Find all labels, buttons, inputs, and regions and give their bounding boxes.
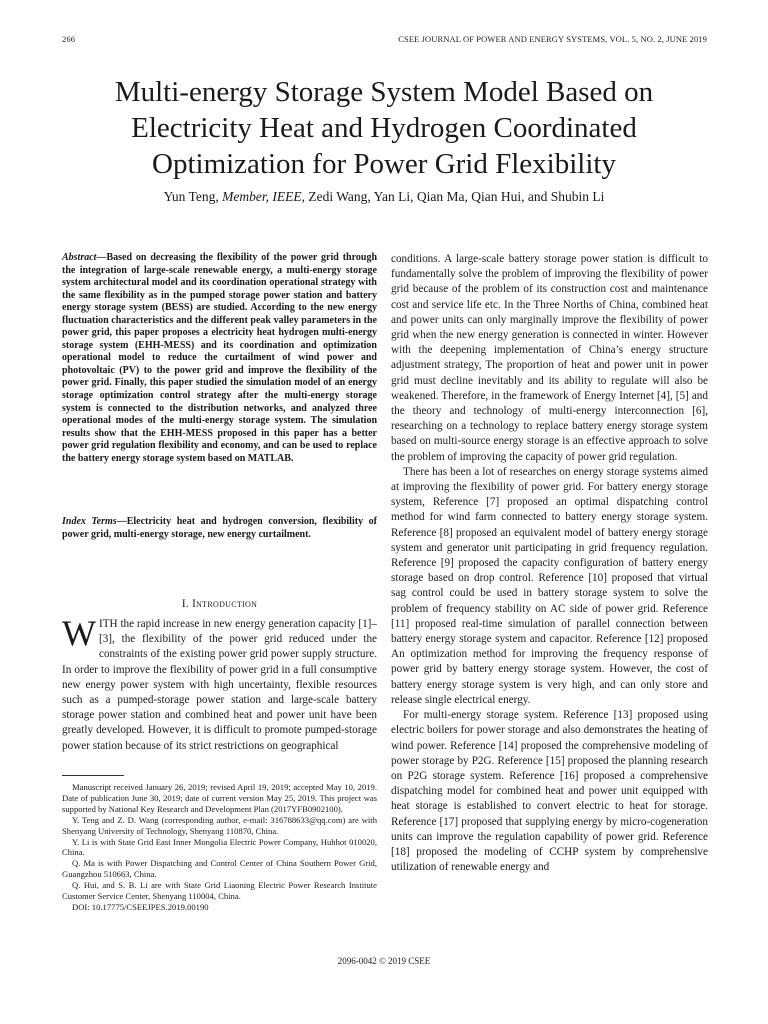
footnote: Y. Li is with State Grid East Inner Mongolia Electric Power Company, Huhhot 010020, China.	[62, 836, 377, 858]
footnote: Q. Hui, and S. B. Li are with State Grid Liaoning Electric Power Research Institute Customer Service Center, Shenyang 110004, China.	[62, 880, 377, 902]
body-paragraph: conditions. A large-scale battery storage power station is difficult to fundamentally solve the problem of improving the flexibility of power grid because of the problem of its construction cost and maintenance cost and service life etc. In the Three Norths of China, combined heat and power units can only marginally improve the flexibility of power grid when the new energy generation is connected in winter. However with the deepening implementation of China’s energy structure adjustment strategy, The proportion of heat and power unit in power grid must decline inevitably and its ability to regulate will also be weakened. Therefore, in the framework of Energy Internet [4], [5] and the theory and technology of multi-energy interconnection [6], researching on a technology to replace battery energy storage system based on multi-source energy storage is an effective approach to solve the problem of improving the capacity of power grid regulation.	[391, 253, 708, 463]
intro-paragraph	[62, 613, 377, 754]
abstract-text: —Based on decreasing the flexibility of the power grid through the integration of large-scale renewable energy, a multi-energy storage system architectural model and its coordination operational strategy with the same flexibility as in the pumped storage power station and battery energy storage system (BESS) are studied. According to the new energy fluctuation characteristics and the different peak valley parameters in the power grid, this paper proposes a electricity heat hydrogen multi-energy storage system (EHH-MESS) and its coordination and optimization operational model to reduce the curtailment of wind power and photovoltaic (PV) to the power grid and improve the flexibility of the power grid. Finally, this paper studied the simulation model of an energy storage optimization control strategy after the multi-energy storage system is connected to the distribution networks, and analyzed three operational modes of the multi-energy storage system. The simulation results show that the EHH-MESS proposed in this paper has a better power grid regulation flexibility and economy, and can be used to replace the battery energy storage system based on MATLAB.	[62, 252, 377, 464]
index-terms-text: —Electricity heat and hydrogen conversion, flexibility of power grid, multi-energy storage, new energy curtailment.	[62, 516, 377, 540]
author-first: Yun Teng,	[163, 189, 223, 204]
journal-header: CSEE JOURNAL OF POWER AND ENERGY SYSTEMS, VOL. 5, NO. 2, JUNE 2019	[398, 34, 707, 44]
author-role: Member, IEEE	[222, 189, 302, 204]
footnote: DOI: 10.17775/CSEEJPES.2019.00190	[72, 901, 209, 912]
body-paragraph: There has been a lot of researches on energy storage systems aimed at improving the flexibility of power grid. For battery energy storage system, Reference [7] proposed an optimal dispatching control method for wind farm connected to battery energy storage system. Reference [8] proposed an equivalent model of battery energy storage system and generator unit participating in grid frequency regulation. Reference [9] proposed the capacity configuration of battery energy storage based on drop control. Reference [10] proposed that virtual sag control could be used in battery storage system to solve the problem of frequency stability on AC side of power grid. Reference [11] proposed real-time simulation of parallel connection between battery energy storage system and capacitor. Reference [12] proposed An optimization method for improving the frequency response of power grid by battery energy storage system. However, the cost of battery energy storage system is very high, and can only store and release single electrical energy.	[391, 465, 708, 706]
author-list	[40, 189, 728, 205]
title-line: Electricity Heat and Hydrogen Coordinated	[131, 112, 637, 144]
section-title: Introduction	[192, 598, 258, 610]
page-number: 266	[62, 34, 76, 44]
section-heading	[62, 598, 377, 610]
paper-title	[40, 74, 728, 182]
footnotes	[62, 782, 377, 913]
footnote: Y. Teng and Z. D. Wang (corresponding author, e-mail: 316788633@qq.com) are with Shenyang University of Technology, Shenyang 110870, China.	[62, 814, 377, 836]
index-terms	[62, 516, 377, 541]
abstract-label: Abstract	[62, 252, 97, 263]
title-line: Multi-energy Storage System Model Based on	[114, 76, 654, 108]
section-numeral: I.	[181, 598, 193, 610]
body-paragraph: For multi-energy storage system. Reference [13] proposed using electric boilers for power storage and also demonstrates the heating of wind power. Reference [14] proposed the comprehensive modeling of power storage by P2G. Reference [15] proposed the planning research on P2G storage system. Reference [16] proposed a comprehensive dispatching model for combined heat and power unit equipped with heat storage is established to convert electric to heat for storage. Reference [17] proposed that supplying energy by micro-cogeneration units can improve the regulation capability of power grid. Reference [18] proposed the modeling of CCHP system by comprehensive utilization of renewable energy and	[391, 709, 708, 874]
drop-cap: W	[62, 613, 96, 653]
intro-text: ITH the rapid increase in new energy generation capacity [1]–[3], the flexibility of the power grid reduced under the constraints of the existing power grid power supply structure. In order to improve the flexibility of power grid in a full consumptive new energy power system with high uncertainty, flexible resources such as a pumped-storage power station and large-scale battery storage power station and combined heat and power unit have been greatly developed. However, it is difficult to promote pumped-storage power station because of its strict restrictions on geographical	[62, 618, 377, 752]
abstract	[62, 252, 377, 465]
footnote: Q. Ma is with Power Dispatching and Control Center of China Southern Power Grid, Guangzhou 510663, China.	[62, 858, 377, 880]
author-rest: , Zedi Wang, Yan Li, Qian Ma, Qian Hui, and Shubin Li	[301, 189, 605, 204]
copyright-footer: 2096-0042 © 2019 CSEE	[337, 956, 431, 966]
right-column	[391, 252, 708, 875]
footnote: Manuscript received January 26, 2019; revised April 19, 2019; accepted May 10, 2019. Date of publication June 30, 2019; date of current version May 25, 2019. This project was supported by National Key Research and Development Plan (2017YFB0902100).	[62, 782, 377, 814]
title-line: Optimization for Power Grid Flexibility	[152, 148, 616, 180]
index-terms-label: Index Terms	[62, 516, 117, 527]
footnote-divider	[62, 775, 124, 776]
